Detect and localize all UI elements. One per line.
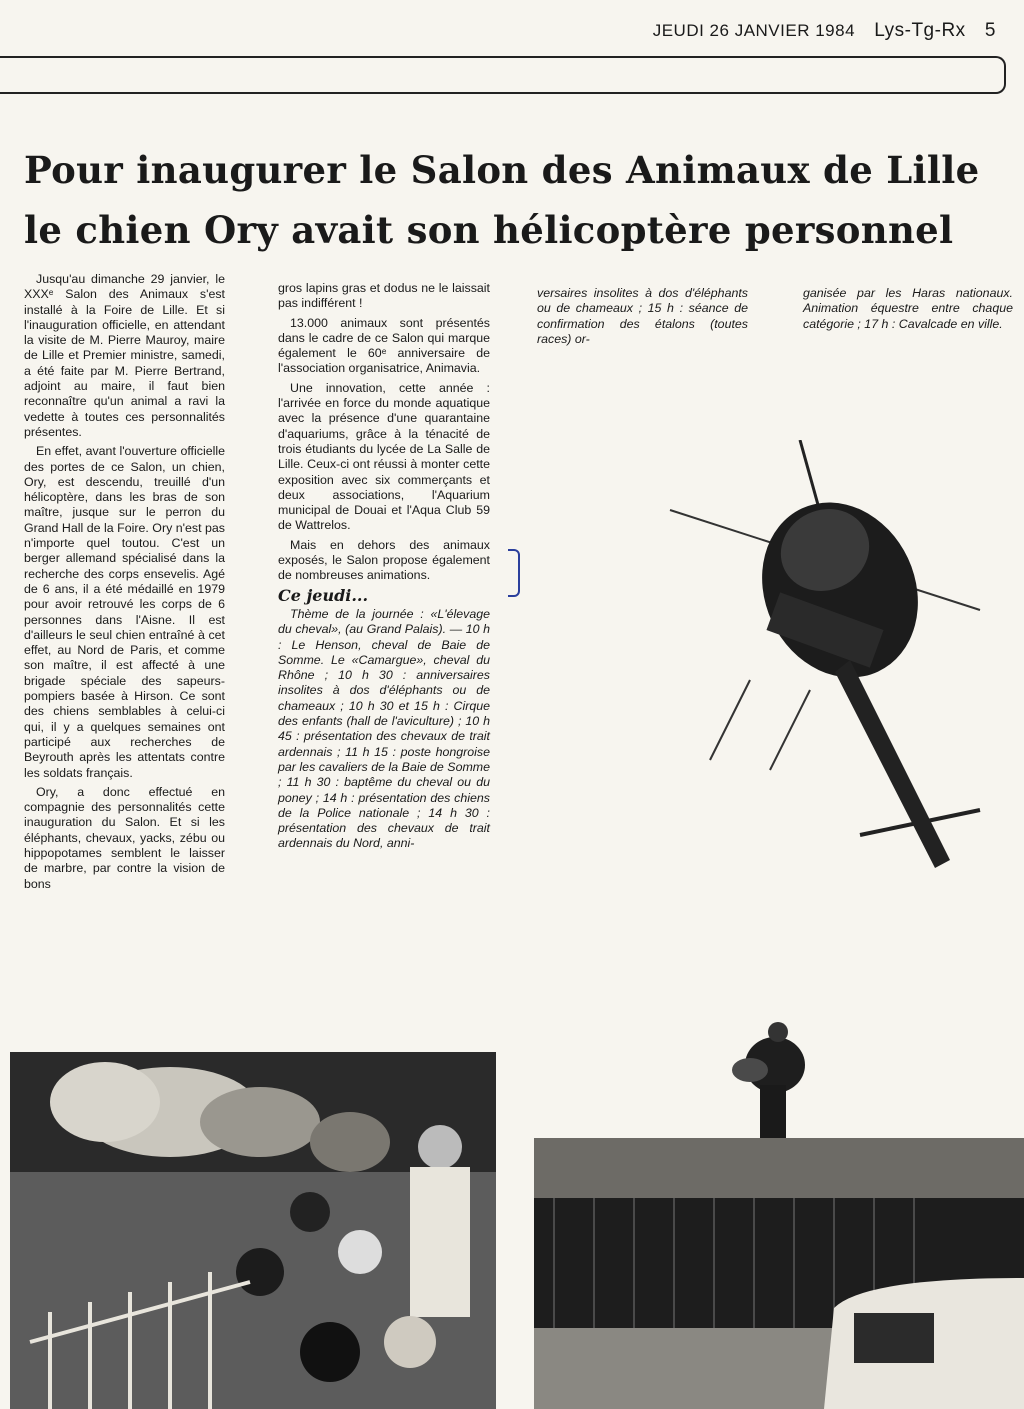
headline-line-2: le chien Ory avait son hélicoptère personnel: [24, 208, 954, 252]
camel-crowd-photo: [10, 1052, 496, 1409]
helicopter-photo: [650, 440, 990, 910]
article-column-4: [803, 286, 1013, 336]
page-number: 5: [984, 20, 996, 41]
page-header: [0, 20, 996, 42]
paragraph: versaires insolites à dos d'éléphants ou de chameaux ; 15 h : séance de confirmation des étalons (toutes races) or-: [537, 286, 748, 346]
paragraph: Mais en dehors des animaux exposés, le Salon propose également de nombreuses animations.: [278, 537, 490, 583]
header-rule: [0, 56, 1006, 94]
subheading: Ce jeudi...: [278, 585, 369, 605]
paragraph: 13.000 animaux sont présentés dans le cadre de ce Salon qui marque également le 60ᵉ anniversaire de l'association organisatrice, Animavia.: [278, 315, 490, 376]
building-fence-photo: [534, 1138, 1024, 1409]
paragraph: Une innovation, cette année : l'arrivée en force du monde aquatique avec la présence d'une quarantaine d'aquariums, grâce à la ténacité de trois étudiants du lycée de La Salle de Lille. Ceux-ci ont réussi à monter cette exposition avec six commerçants et deux associations, l'Aquarium municipal de Douai et l'Aqua Club 59 de Wattrelos.: [278, 380, 490, 533]
paragraph: ganisée par les Haras nationaux. Animation équestre entre chaque catégorie ; 17 h : Cavalcade en ville.: [803, 286, 1013, 331]
winched-rescuer-with-dog: [720, 1020, 830, 1140]
paragraph: gros lapins gras et dodus ne le laissait pas indifférent !: [278, 281, 490, 311]
paragraph: Jusqu'au dimanche 29 janvier, le XXXᵉ Salon des Animaux s'est installé à la Foire de Lille. Et si l'inauguration officielle, en attendant la visite de M. Pierre Mauroy, maire de Lille et Premier ministre, samedi, a été faite par M. Pierre Bertrand, adjoint au maire, il faut bien reconnaître qu'un animal a ravi la vedette à toutes ces personnalités présentes.: [24, 272, 225, 439]
article-column-1: [24, 272, 225, 896]
paragraph: Ory, a donc effectué en compagnie des personnalités cette inauguration du Salon. Et si les éléphants, chevaux, yacks, zébu ou hippopotames semblent le laisser de marbre, par contre la vision de bons: [24, 784, 225, 891]
article-column-3: [537, 286, 748, 351]
edition-section: Lys-Tg-Rx: [874, 20, 966, 41]
schedule-paragraph: Thème de la journée : «L'élevage du cheval», (au Grand Palais). — 10 h : Le Henson, cheval de Baie de Somme. Le «Camargue», cheval du Rhône ; 10 h 30 : anniversaires insolites à dos d'éléphants ou de chameaux ; 10 h 30 et 15 h : Cirque des enfants (hall de l'aviculture) ; 10 h 45 : présentation des chevaux de trait ardennais ; 11 h 15 : poste hongroise par les cavaliers de la Baie de Somme ; 11 h 30 : baptême du cheval ou du poney ; 14 h : présentation des chiens de la Police nationale ; 14 h 30 : présentation des chevaux de trait ardennais du Nord, anni-: [278, 606, 490, 851]
handwritten-bracket: [508, 549, 520, 597]
article-column-2: [278, 281, 490, 856]
headline-line-1: Pour inaugurer le Salon des Animaux de Lille: [24, 148, 980, 192]
paragraph: En effet, avant l'ouverture officielle des portes de ce Salon, un chien, Ory, est descendu, treuillé d'un hélicoptère, dans les bras de son maître, jusque sur le perron du Grand Hall de la Foire. Ory n'est pas n'importe quel toutou. C'est un berger allemand spécialisé dans la recherche des corps ensevelis. Agé de 6 ans, il a été médaillé en 1979 pour avoir retrouvé les corps de 6 personnes dans l'Aisne. Il est d'ailleurs le seul chien entraîné à cet effet, au Nord de Paris, et comme son maître, il est affecté à une brigade spéciale des sapeurs-pompiers basée à Hirson. Ce sont des chiens semblables à celui-ci qui, il y a quelques semaines ont participé aux recherches de Beyrouth après les attentats contre les soldats français.: [24, 444, 225, 780]
headline: [24, 140, 984, 260]
issue-date: JEUDI 26 JANVIER 1984: [652, 21, 856, 40]
